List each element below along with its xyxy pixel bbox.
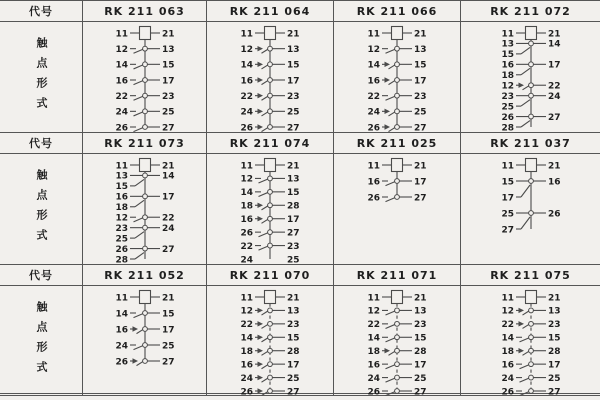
svg-text:22: 22 — [240, 241, 253, 252]
svg-text:25: 25 — [114, 234, 128, 245]
svg-text:23: 23 — [547, 320, 561, 331]
svg-text:25: 25 — [161, 341, 175, 352]
svg-text:25: 25 — [547, 373, 561, 384]
svg-text:24: 24 — [367, 373, 380, 384]
svg-text:22: 22 — [240, 320, 253, 331]
table-section-2 — [0, 132, 600, 264]
svg-text:27: 27 — [287, 228, 300, 239]
svg-text:23: 23 — [414, 320, 427, 331]
svg-text:14: 14 — [367, 60, 380, 71]
section-1-body-row — [0, 22, 600, 132]
svg-text:23: 23 — [287, 91, 300, 102]
svg-text:27: 27 — [161, 123, 175, 132]
svg-text:15: 15 — [547, 333, 561, 344]
svg-text:15: 15 — [414, 60, 427, 71]
svg-text:28: 28 — [114, 255, 128, 264]
code-header-label: 代号 — [29, 137, 53, 150]
svg-text:24: 24 — [240, 255, 253, 264]
svg-text:26: 26 — [547, 209, 561, 220]
svg-text:13: 13 — [161, 44, 175, 55]
svg-text:22: 22 — [367, 320, 380, 331]
svg-text:24: 24 — [500, 373, 514, 384]
svg-text:12: 12 — [367, 306, 380, 317]
svg-text:21: 21 — [161, 293, 175, 304]
svg-text:16: 16 — [547, 177, 561, 188]
svg-text:13: 13 — [547, 306, 561, 317]
svg-text:26: 26 — [114, 123, 128, 132]
contact-diagram — [333, 286, 460, 396]
svg-text:12: 12 — [114, 44, 128, 55]
svg-text:18: 18 — [367, 347, 380, 358]
contact-schematic-svg — [85, 154, 205, 264]
svg-text:26: 26 — [367, 193, 380, 204]
contact-diagram — [206, 154, 333, 264]
code-header-label: 代号 — [29, 269, 53, 282]
svg-text:27: 27 — [414, 387, 427, 396]
table-section-1 — [0, 0, 600, 132]
svg-text:25: 25 — [287, 107, 300, 118]
svg-text:17: 17 — [161, 76, 175, 87]
svg-text:16: 16 — [367, 76, 380, 87]
svg-text:25: 25 — [161, 107, 175, 118]
svg-text:23: 23 — [414, 91, 427, 102]
svg-text:15: 15 — [287, 60, 300, 71]
svg-text:17: 17 — [500, 193, 514, 204]
model-header: RK 211 072 — [460, 1, 600, 21]
contact-schematic-svg — [85, 22, 205, 132]
section-2-header-row — [0, 133, 600, 154]
svg-text:16: 16 — [240, 360, 253, 371]
svg-text:27: 27 — [287, 123, 300, 132]
contact-schematic-svg — [337, 154, 457, 264]
svg-text:11: 11 — [240, 29, 253, 40]
svg-text:26: 26 — [367, 123, 380, 132]
svg-text:21: 21 — [414, 161, 427, 172]
svg-text:12: 12 — [240, 44, 253, 55]
svg-text:15: 15 — [161, 60, 175, 71]
section-3-header-row — [0, 265, 600, 286]
table-section-3 — [0, 264, 600, 396]
svg-text:14: 14 — [547, 39, 561, 50]
svg-text:13: 13 — [287, 44, 300, 55]
svg-text:25: 25 — [414, 373, 427, 384]
svg-text:13: 13 — [287, 306, 300, 317]
svg-text:16: 16 — [114, 325, 128, 336]
svg-text:21: 21 — [414, 29, 427, 40]
svg-text:25: 25 — [287, 373, 300, 384]
svg-text:13: 13 — [414, 44, 427, 55]
svg-text:17: 17 — [287, 360, 300, 371]
svg-text:25: 25 — [414, 107, 427, 118]
svg-text:14: 14 — [240, 60, 253, 71]
svg-text:26: 26 — [114, 244, 128, 255]
svg-text:17: 17 — [547, 60, 561, 71]
svg-text:21: 21 — [161, 29, 175, 40]
svg-text:11: 11 — [367, 161, 380, 172]
svg-text:22: 22 — [367, 91, 380, 102]
contact-schematic-svg — [337, 22, 457, 132]
svg-text:11: 11 — [500, 161, 514, 172]
contact-form-label: 触点形式 — [35, 37, 48, 117]
contact-diagram — [206, 22, 333, 132]
svg-text:23: 23 — [161, 91, 175, 102]
svg-text:14: 14 — [240, 188, 253, 199]
svg-text:13: 13 — [500, 39, 514, 50]
svg-text:18: 18 — [240, 201, 253, 212]
svg-text:15: 15 — [500, 177, 514, 188]
model-header: RK 211 070 — [206, 265, 333, 285]
contact-schematic-svg — [471, 22, 591, 132]
svg-text:24: 24 — [547, 91, 561, 102]
svg-text:17: 17 — [414, 177, 427, 188]
model-header: RK 211 075 — [460, 265, 600, 285]
svg-text:24: 24 — [240, 373, 253, 384]
contact-diagram — [460, 286, 600, 396]
contact-diagram — [333, 154, 460, 264]
svg-text:17: 17 — [161, 192, 175, 203]
svg-text:26: 26 — [500, 387, 514, 396]
svg-text:16: 16 — [367, 360, 380, 371]
svg-text:27: 27 — [414, 193, 427, 204]
svg-text:27: 27 — [161, 357, 175, 368]
svg-text:14: 14 — [500, 333, 514, 344]
model-header: RK 211 064 — [206, 1, 333, 21]
svg-text:18: 18 — [240, 347, 253, 358]
svg-text:27: 27 — [547, 387, 561, 396]
svg-text:15: 15 — [287, 333, 300, 344]
model-header: RK 211 052 — [82, 265, 206, 285]
svg-text:27: 27 — [161, 244, 175, 255]
svg-text:25: 25 — [500, 102, 514, 113]
svg-text:17: 17 — [414, 76, 427, 87]
section-2-body-row — [0, 154, 600, 264]
svg-text:12: 12 — [240, 306, 253, 317]
svg-text:16: 16 — [367, 177, 380, 188]
svg-text:26: 26 — [367, 387, 380, 396]
svg-text:18: 18 — [500, 71, 514, 82]
contact-schematic-svg — [471, 154, 591, 264]
svg-text:26: 26 — [114, 357, 128, 368]
svg-text:26: 26 — [240, 387, 253, 396]
svg-text:12: 12 — [500, 306, 514, 317]
svg-text:11: 11 — [500, 29, 514, 40]
svg-text:15: 15 — [287, 188, 300, 199]
svg-text:17: 17 — [547, 360, 561, 371]
svg-text:28: 28 — [414, 347, 427, 358]
svg-text:25: 25 — [500, 209, 514, 220]
svg-text:24: 24 — [367, 107, 380, 118]
svg-text:22: 22 — [240, 91, 253, 102]
svg-text:16: 16 — [500, 360, 514, 371]
contact-diagram — [460, 154, 600, 264]
svg-text:22: 22 — [161, 213, 175, 224]
svg-text:23: 23 — [114, 223, 128, 234]
svg-text:11: 11 — [500, 293, 514, 304]
svg-text:22: 22 — [114, 91, 128, 102]
contact-diagram — [206, 286, 333, 396]
svg-text:15: 15 — [161, 309, 175, 320]
svg-text:25: 25 — [287, 255, 300, 264]
svg-text:21: 21 — [287, 161, 300, 172]
contact-form-label: 触点形式 — [35, 169, 48, 249]
section-1-header-row — [0, 1, 600, 22]
svg-text:17: 17 — [161, 325, 175, 336]
contact-schematic-svg — [210, 154, 330, 264]
svg-text:14: 14 — [114, 309, 128, 320]
svg-text:28: 28 — [287, 201, 300, 212]
svg-text:11: 11 — [367, 29, 380, 40]
svg-text:18: 18 — [114, 203, 128, 214]
svg-text:17: 17 — [287, 215, 300, 226]
svg-text:16: 16 — [500, 60, 514, 71]
svg-text:16: 16 — [114, 192, 128, 203]
model-header: RK 211 037 — [460, 133, 600, 153]
model-header: RK 211 063 — [82, 1, 206, 21]
svg-text:11: 11 — [114, 293, 128, 304]
svg-text:14: 14 — [161, 171, 175, 182]
contact-diagram — [82, 22, 206, 132]
svg-text:18: 18 — [500, 347, 514, 358]
svg-text:16: 16 — [240, 215, 253, 226]
svg-text:14: 14 — [240, 333, 253, 344]
contact-schematic-svg — [210, 22, 330, 132]
svg-text:21: 21 — [547, 161, 561, 172]
svg-text:21: 21 — [161, 161, 175, 172]
svg-text:15: 15 — [114, 182, 128, 193]
contact-diagram — [333, 22, 460, 132]
svg-text:24: 24 — [240, 107, 253, 118]
contact-diagram — [460, 22, 600, 132]
svg-text:21: 21 — [414, 293, 427, 304]
contact-diagram — [82, 154, 206, 264]
svg-text:14: 14 — [114, 60, 128, 71]
svg-text:27: 27 — [287, 387, 300, 396]
svg-text:17: 17 — [287, 76, 300, 87]
svg-text:28: 28 — [500, 123, 514, 132]
section-3-body-row — [0, 286, 600, 396]
svg-text:26: 26 — [240, 123, 253, 132]
svg-text:24: 24 — [114, 107, 128, 118]
svg-text:11: 11 — [240, 293, 253, 304]
svg-text:28: 28 — [287, 347, 300, 358]
contact-schematic-svg — [210, 286, 330, 396]
svg-text:13: 13 — [114, 171, 128, 182]
svg-text:21: 21 — [547, 293, 561, 304]
svg-text:27: 27 — [547, 112, 561, 123]
svg-text:14: 14 — [367, 333, 380, 344]
svg-text:23: 23 — [287, 241, 300, 252]
svg-text:22: 22 — [500, 320, 514, 331]
svg-text:28: 28 — [547, 347, 561, 358]
svg-text:27: 27 — [500, 225, 514, 236]
model-header: RK 211 071 — [333, 265, 460, 285]
svg-text:12: 12 — [500, 81, 514, 92]
model-header: RK 211 073 — [82, 133, 206, 153]
contact-schematic-svg — [471, 286, 591, 396]
svg-text:23: 23 — [500, 91, 514, 102]
svg-text:21: 21 — [547, 29, 561, 40]
svg-text:21: 21 — [287, 29, 300, 40]
model-header: RK 211 066 — [333, 1, 460, 21]
svg-text:15: 15 — [500, 50, 514, 61]
svg-text:11: 11 — [240, 161, 253, 172]
svg-text:12: 12 — [367, 44, 380, 55]
svg-text:17: 17 — [414, 360, 427, 371]
svg-text:21: 21 — [287, 293, 300, 304]
svg-text:11: 11 — [114, 161, 128, 172]
svg-text:12: 12 — [114, 213, 128, 224]
contact-schematic-svg — [85, 286, 205, 396]
svg-text:15: 15 — [414, 333, 427, 344]
model-header: RK 211 025 — [333, 133, 460, 153]
svg-text:22: 22 — [547, 81, 561, 92]
svg-text:11: 11 — [367, 293, 380, 304]
svg-text:27: 27 — [414, 123, 427, 132]
svg-text:12: 12 — [240, 174, 253, 185]
svg-text:13: 13 — [287, 174, 300, 185]
svg-text:26: 26 — [500, 112, 514, 123]
svg-text:23: 23 — [287, 320, 300, 331]
contact-form-label: 触点形式 — [35, 301, 48, 381]
contact-diagram — [82, 286, 206, 396]
svg-text:16: 16 — [240, 76, 253, 87]
svg-text:11: 11 — [114, 29, 128, 40]
code-header-label: 代号 — [29, 5, 53, 18]
svg-text:24: 24 — [114, 341, 128, 352]
svg-text:13: 13 — [414, 306, 427, 317]
contact-schematic-svg — [337, 286, 457, 396]
svg-text:16: 16 — [114, 76, 128, 87]
svg-text:26: 26 — [240, 228, 253, 239]
svg-text:24: 24 — [161, 223, 175, 234]
model-header: RK 211 074 — [206, 133, 333, 153]
